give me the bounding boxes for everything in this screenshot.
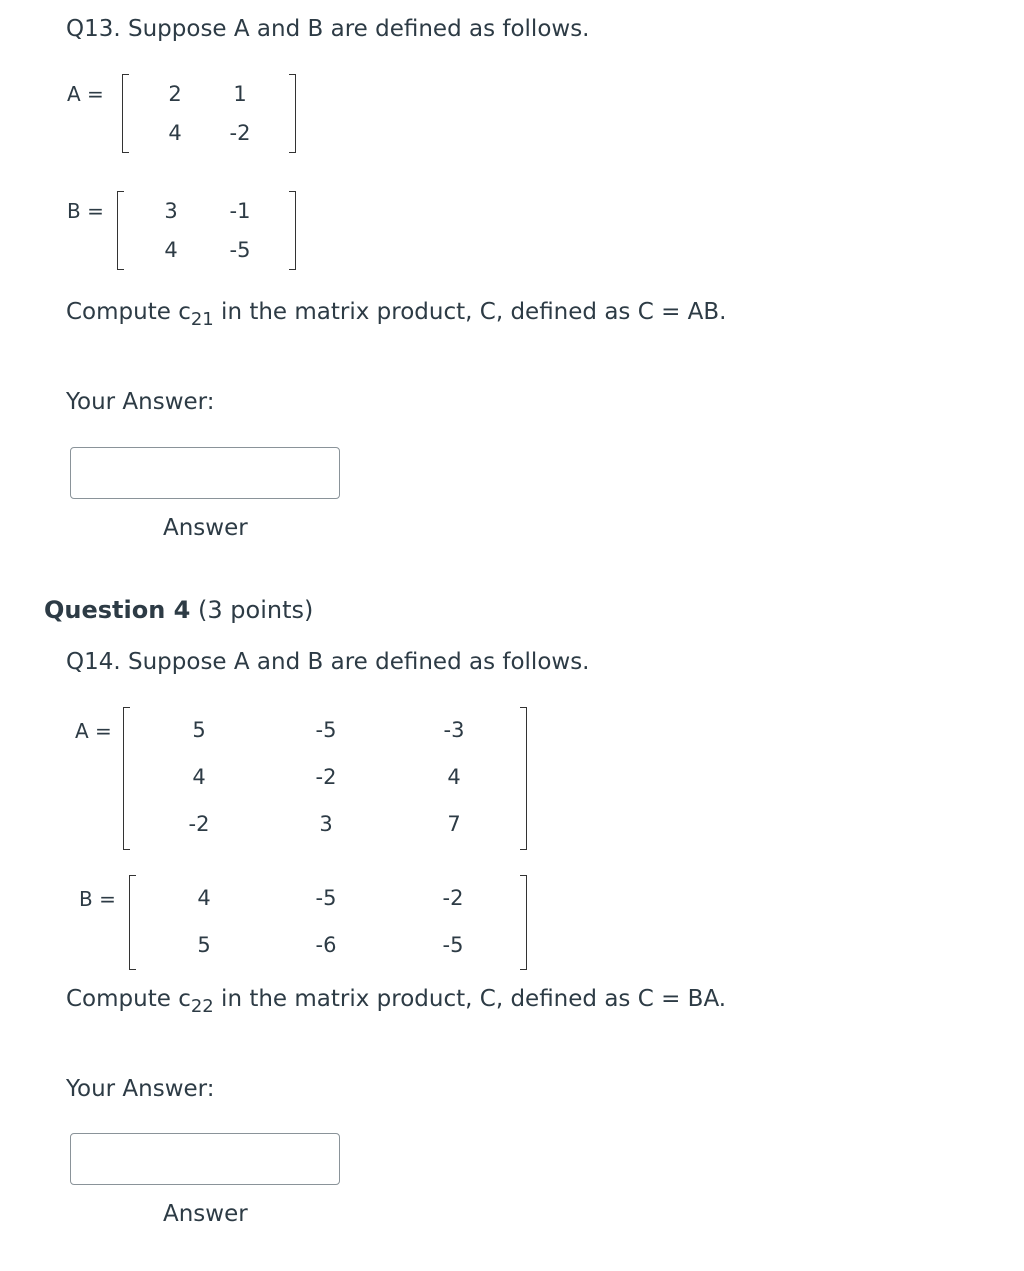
q14-matrix-a-left-bracket (123, 707, 130, 850)
q13-matrix-b-left-bracket (117, 191, 124, 270)
matrix-cell: 5 (192, 718, 206, 742)
matrix-cell: -2 (229, 121, 251, 145)
matrix-cell: 4 (192, 765, 206, 789)
compute-prefix: Compute c (66, 986, 191, 1012)
matrix-cell: -2 (188, 812, 210, 836)
q13-matrix-b-label: B = (67, 199, 104, 223)
q13-compute-instruction (66, 299, 727, 330)
q14-matrix-b-left-bracket (129, 875, 136, 970)
question-heading (44, 596, 313, 624)
q14-prompt: Q14. Suppose A and B are defined as follows. (66, 649, 590, 675)
matrix-cell: -5 (229, 238, 251, 262)
q13-matrix-b-right-bracket (289, 191, 296, 270)
q14-matrix-b-label: B = (79, 887, 116, 911)
q14-answer-input[interactable] (70, 1133, 340, 1185)
compute-prefix: Compute c (66, 299, 191, 325)
q14-compute-instruction (66, 986, 727, 1017)
matrix-cell: -1 (229, 199, 251, 223)
matrix-cell: -5 (442, 933, 464, 957)
matrix-cell: -2 (442, 886, 464, 910)
q13-matrix-a-left-bracket (122, 74, 129, 153)
q13-matrix-a-right-bracket (289, 74, 296, 153)
q13-your-answer-label: Your Answer: (66, 389, 215, 415)
compute-subscript: 22 (190, 996, 214, 1017)
q13-answer-input[interactable] (70, 447, 340, 499)
compute-suffix: in the matrix product, C, defined as C = BA. (213, 986, 727, 1012)
compute-subscript: 21 (190, 309, 214, 330)
matrix-cell: -3 (443, 718, 465, 742)
q14-matrix-b-right-bracket (520, 875, 527, 970)
matrix-cell: 4 (447, 765, 461, 789)
matrix-cell: 4 (168, 121, 182, 145)
matrix-cell: 3 (319, 812, 333, 836)
q13-answer-caption: Answer (163, 515, 248, 541)
matrix-cell: -5 (315, 886, 337, 910)
matrix-cell: 1 (233, 82, 247, 106)
matrix-cell: 5 (197, 933, 211, 957)
question-title: Question 4 (44, 596, 191, 624)
q14-matrix-a-right-bracket (520, 707, 527, 850)
matrix-cell: -5 (315, 718, 337, 742)
question-points: (3 points) (190, 596, 314, 624)
matrix-cell: -2 (315, 765, 337, 789)
q14-answer-caption: Answer (163, 1201, 248, 1227)
matrix-cell: 4 (164, 238, 178, 262)
q13-matrix-a-label: A = (67, 82, 104, 106)
q13-prompt: Q13. Suppose A and B are defined as follows. (66, 16, 590, 42)
matrix-cell: 4 (197, 886, 211, 910)
matrix-cell: 7 (447, 812, 461, 836)
q14-your-answer-label: Your Answer: (66, 1076, 215, 1102)
compute-suffix: in the matrix product, C, defined as C = AB. (213, 299, 727, 325)
matrix-cell: 3 (164, 199, 178, 223)
q14-matrix-a-label: A = (75, 719, 112, 743)
matrix-cell: 2 (168, 82, 182, 106)
matrix-cell: -6 (315, 933, 337, 957)
